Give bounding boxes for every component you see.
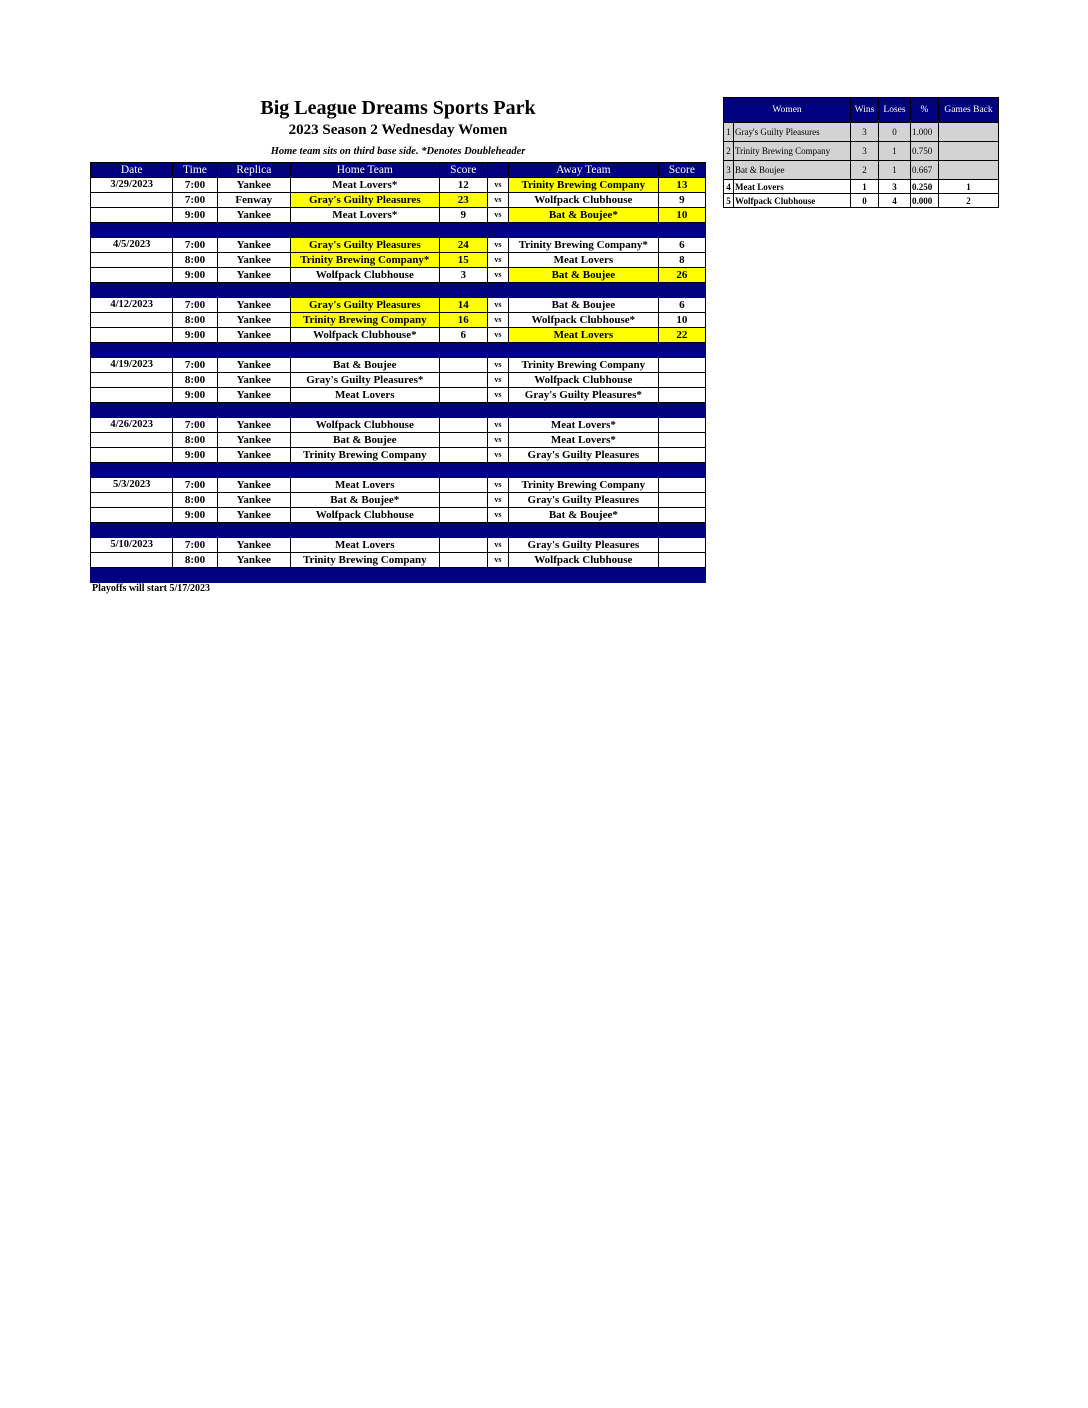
home-score: [439, 493, 487, 508]
game-time: 9:00: [173, 388, 217, 403]
away-score: 10: [658, 313, 705, 328]
game-row: [91, 193, 706, 208]
vs-label: vs: [487, 448, 508, 463]
home-score: 6: [439, 328, 487, 343]
home-score: [439, 373, 487, 388]
game-row: [91, 268, 706, 283]
game-field: Yankee: [217, 268, 290, 283]
game-date: [91, 328, 173, 343]
col-replica: Replica: [217, 163, 290, 178]
game-row: [91, 238, 706, 253]
game-date: [91, 268, 173, 283]
standings-col-pct: %: [911, 98, 939, 123]
game-date: [91, 553, 173, 568]
away-team: Trinity Brewing Company: [508, 358, 658, 373]
away-score: 8: [658, 253, 705, 268]
standings-rank: 4: [724, 180, 734, 194]
page-subtitle: 2023 Season 2 Wednesday Women: [288, 122, 508, 138]
standings-body: [724, 123, 999, 208]
game-time: 8:00: [173, 553, 217, 568]
away-score: [658, 418, 705, 433]
game-field: Yankee: [217, 433, 290, 448]
game-field: Yankee: [217, 253, 290, 268]
schedule-table: [90, 162, 706, 583]
game-time: 9:00: [173, 208, 217, 223]
standings-wins: 0: [851, 194, 879, 208]
away-team: Meat Lovers*: [508, 433, 658, 448]
standings-col-women: Women: [724, 98, 851, 123]
away-score: 10: [658, 208, 705, 223]
home-team: Meat Lovers: [290, 478, 439, 493]
home-team: Trinity Brewing Company: [290, 553, 439, 568]
game-date: 5/10/2023: [91, 538, 173, 553]
game-date: [91, 373, 173, 388]
away-team: Gray's Guilty Pleasures: [508, 493, 658, 508]
home-team: Bat & Boujee: [290, 433, 439, 448]
standings-header-row: [724, 98, 999, 123]
home-team: Wolfpack Clubhouse: [290, 418, 439, 433]
standings-pct: 0.250: [911, 180, 939, 194]
away-team: Gray's Guilty Pleasures: [508, 538, 658, 553]
game-field: Yankee: [217, 508, 290, 523]
home-team: Meat Lovers: [290, 538, 439, 553]
col-away-team: Away Team: [508, 163, 658, 178]
home-team: Meat Lovers: [290, 388, 439, 403]
game-date: [91, 388, 173, 403]
game-time: 7:00: [173, 298, 217, 313]
game-time: 7:00: [173, 238, 217, 253]
game-field: Yankee: [217, 298, 290, 313]
game-field: Yankee: [217, 493, 290, 508]
standings-games-back: [939, 161, 999, 180]
col-time: Time: [173, 163, 217, 178]
vs-label: vs: [487, 193, 508, 208]
standings-wins: 1: [851, 180, 879, 194]
away-score: 9: [658, 193, 705, 208]
away-team: Bat & Boujee*: [508, 208, 658, 223]
game-time: 9:00: [173, 328, 217, 343]
game-row: [91, 373, 706, 388]
home-team: Gray's Guilty Pleasures: [290, 298, 439, 313]
home-team: Bat & Boujee*: [290, 493, 439, 508]
home-score: [439, 418, 487, 433]
standings-team: Wolfpack Clubhouse: [734, 194, 851, 208]
standings-loses: 3: [879, 180, 911, 194]
standings-row: [724, 142, 999, 161]
vs-label: vs: [487, 493, 508, 508]
away-score: [658, 493, 705, 508]
standings-games-back: [939, 123, 999, 142]
game-date: 4/12/2023: [91, 298, 173, 313]
home-team: Wolfpack Clubhouse: [290, 268, 439, 283]
home-score: 15: [439, 253, 487, 268]
game-time: 9:00: [173, 448, 217, 463]
home-score: [439, 358, 487, 373]
game-row: [91, 448, 706, 463]
away-score: 13: [658, 178, 705, 193]
standings-col-wins: Wins: [851, 98, 879, 123]
away-score: [658, 448, 705, 463]
col-date: Date: [91, 163, 173, 178]
game-time: 9:00: [173, 268, 217, 283]
game-date: [91, 253, 173, 268]
vs-label: vs: [487, 313, 508, 328]
away-score: [658, 433, 705, 448]
col-home-score: Score: [439, 163, 487, 178]
game-row: [91, 313, 706, 328]
game-field: Yankee: [217, 448, 290, 463]
game-field: Yankee: [217, 373, 290, 388]
standings-rank: 2: [724, 142, 734, 161]
standings-row: [724, 161, 999, 180]
home-team: Wolfpack Clubhouse: [290, 508, 439, 523]
game-row: [91, 253, 706, 268]
home-score: 14: [439, 298, 487, 313]
game-row: [91, 328, 706, 343]
standings-row: [724, 180, 999, 194]
game-date: [91, 313, 173, 328]
game-row: [91, 178, 706, 193]
standings-table: [723, 97, 999, 208]
away-score: [658, 388, 705, 403]
game-field: Yankee: [217, 418, 290, 433]
game-field: Yankee: [217, 388, 290, 403]
game-time: 8:00: [173, 493, 217, 508]
game-date: [91, 448, 173, 463]
game-row: [91, 433, 706, 448]
home-score: [439, 553, 487, 568]
standings-pct: 0.000: [911, 194, 939, 208]
game-time: 7:00: [173, 538, 217, 553]
game-date: [91, 493, 173, 508]
game-row: [91, 358, 706, 373]
home-team: Trinity Brewing Company*: [290, 253, 439, 268]
game-field: Yankee: [217, 313, 290, 328]
vs-label: vs: [487, 388, 508, 403]
vs-label: vs: [487, 418, 508, 433]
standings-row: [724, 123, 999, 142]
week-separator: [91, 223, 706, 238]
vs-label: vs: [487, 433, 508, 448]
game-row: [91, 478, 706, 493]
game-date: [91, 433, 173, 448]
home-score: [439, 388, 487, 403]
away-team: Bat & Boujee*: [508, 508, 658, 523]
away-team: Bat & Boujee: [508, 268, 658, 283]
away-team: Meat Lovers: [508, 253, 658, 268]
vs-label: vs: [487, 298, 508, 313]
standings-loses: 0: [879, 123, 911, 142]
standings-col-loses: Loses: [879, 98, 911, 123]
vs-label: vs: [487, 478, 508, 493]
game-time: 7:00: [173, 358, 217, 373]
home-score: 12: [439, 178, 487, 193]
away-score: 26: [658, 268, 705, 283]
game-field: Yankee: [217, 478, 290, 493]
standings-games-back: 1: [939, 180, 999, 194]
game-time: 7:00: [173, 193, 217, 208]
away-team: Bat & Boujee: [508, 298, 658, 313]
week-separator: [91, 463, 706, 478]
game-field: Fenway: [217, 193, 290, 208]
vs-label: vs: [487, 358, 508, 373]
week-separator: [91, 568, 706, 583]
game-row: [91, 208, 706, 223]
vs-label: vs: [487, 508, 508, 523]
vs-label: vs: [487, 373, 508, 388]
away-team: Wolfpack Clubhouse*: [508, 313, 658, 328]
game-date: 3/29/2023: [91, 178, 173, 193]
game-row: [91, 508, 706, 523]
standings-row: [724, 194, 999, 208]
standings-team: Bat & Boujee: [734, 161, 851, 180]
away-team: Gray's Guilty Pleasures*: [508, 388, 658, 403]
home-score: 3: [439, 268, 487, 283]
standings-rank: 3: [724, 161, 734, 180]
standings-wins: 3: [851, 142, 879, 161]
away-score: [658, 478, 705, 493]
standings-games-back: [939, 142, 999, 161]
vs-label: vs: [487, 238, 508, 253]
game-time: 8:00: [173, 433, 217, 448]
home-score: [439, 508, 487, 523]
game-field: Yankee: [217, 328, 290, 343]
home-team: Wolfpack Clubhouse*: [290, 328, 439, 343]
game-row: [91, 493, 706, 508]
game-date: 4/26/2023: [91, 418, 173, 433]
vs-label: vs: [487, 268, 508, 283]
game-row: [91, 418, 706, 433]
game-field: Yankee: [217, 538, 290, 553]
game-field: Yankee: [217, 178, 290, 193]
vs-label: vs: [487, 553, 508, 568]
game-field: Yankee: [217, 208, 290, 223]
away-team: Trinity Brewing Company: [508, 478, 658, 493]
standings-games-back: 2: [939, 194, 999, 208]
game-field: Yankee: [217, 238, 290, 253]
standings-team: Trinity Brewing Company: [734, 142, 851, 161]
standings-rank: 1: [724, 123, 734, 142]
away-team: Meat Lovers*: [508, 418, 658, 433]
game-date: [91, 208, 173, 223]
game-field: Yankee: [217, 358, 290, 373]
game-time: 8:00: [173, 253, 217, 268]
home-team: Gray's Guilty Pleasures: [290, 193, 439, 208]
standings-wins: 3: [851, 123, 879, 142]
vs-label: vs: [487, 208, 508, 223]
col-vs: [487, 163, 508, 178]
home-team: Gray's Guilty Pleasures: [290, 238, 439, 253]
home-score: 16: [439, 313, 487, 328]
away-score: [658, 373, 705, 388]
standings-rank: 5: [724, 194, 734, 208]
home-team: Trinity Brewing Company: [290, 448, 439, 463]
home-score: [439, 433, 487, 448]
home-team: Bat & Boujee: [290, 358, 439, 373]
home-team: Gray's Guilty Pleasures*: [290, 373, 439, 388]
away-score: 6: [658, 298, 705, 313]
away-team: Wolfpack Clubhouse: [508, 373, 658, 388]
week-separator: [91, 343, 706, 358]
away-score: [658, 538, 705, 553]
week-separator: [91, 523, 706, 538]
vs-label: vs: [487, 538, 508, 553]
home-team: Meat Lovers*: [290, 208, 439, 223]
vs-label: vs: [487, 328, 508, 343]
standings-pct: 0.667: [911, 161, 939, 180]
game-time: 8:00: [173, 313, 217, 328]
home-team: Meat Lovers*: [290, 178, 439, 193]
game-time: 7:00: [173, 178, 217, 193]
game-field: Yankee: [217, 553, 290, 568]
home-score: 9: [439, 208, 487, 223]
game-date: [91, 193, 173, 208]
away-score: 22: [658, 328, 705, 343]
game-time: 8:00: [173, 373, 217, 388]
home-score: [439, 538, 487, 553]
game-row: [91, 538, 706, 553]
week-separator: [91, 283, 706, 298]
game-time: 9:00: [173, 508, 217, 523]
away-score: [658, 508, 705, 523]
away-score: [658, 358, 705, 373]
game-date: 4/5/2023: [91, 238, 173, 253]
game-row: [91, 298, 706, 313]
standings-team: Meat Lovers: [734, 180, 851, 194]
away-team: Trinity Brewing Company: [508, 178, 658, 193]
playoffs-note: Playoffs will start 5/17/2023: [92, 583, 211, 594]
away-team: Meat Lovers: [508, 328, 658, 343]
standings-loses: 4: [879, 194, 911, 208]
vs-label: vs: [487, 178, 508, 193]
week-separator: [91, 403, 706, 418]
schedule-header-row: [91, 163, 706, 178]
standings-col-games-back: Games Back: [939, 98, 999, 123]
game-time: 7:00: [173, 418, 217, 433]
home-score: 24: [439, 238, 487, 253]
schedule-note: Home team sits on third base side. *Denotes Doubleheader: [270, 146, 526, 157]
page-title: Big League Dreams Sports Park: [260, 97, 536, 119]
standings-loses: 1: [879, 161, 911, 180]
home-score: [439, 478, 487, 493]
game-date: [91, 508, 173, 523]
game-date: 4/19/2023: [91, 358, 173, 373]
schedule-body: [91, 178, 706, 583]
standings-wins: 2: [851, 161, 879, 180]
game-time: 7:00: [173, 478, 217, 493]
home-score: [439, 448, 487, 463]
standings-team: Gray's Guilty Pleasures: [734, 123, 851, 142]
game-row: [91, 553, 706, 568]
standings-pct: 0.750: [911, 142, 939, 161]
away-score: [658, 553, 705, 568]
away-score: 6: [658, 238, 705, 253]
away-team: Wolfpack Clubhouse: [508, 553, 658, 568]
away-team: Trinity Brewing Company*: [508, 238, 658, 253]
game-row: [91, 388, 706, 403]
away-team: Wolfpack Clubhouse: [508, 193, 658, 208]
vs-label: vs: [487, 253, 508, 268]
col-home-team: Home Team: [290, 163, 439, 178]
game-date: 5/3/2023: [91, 478, 173, 493]
col-away-score: Score: [658, 163, 705, 178]
home-score: 23: [439, 193, 487, 208]
away-team: Gray's Guilty Pleasures: [508, 448, 658, 463]
home-team: Trinity Brewing Company: [290, 313, 439, 328]
standings-pct: 1.000: [911, 123, 939, 142]
standings-loses: 1: [879, 142, 911, 161]
